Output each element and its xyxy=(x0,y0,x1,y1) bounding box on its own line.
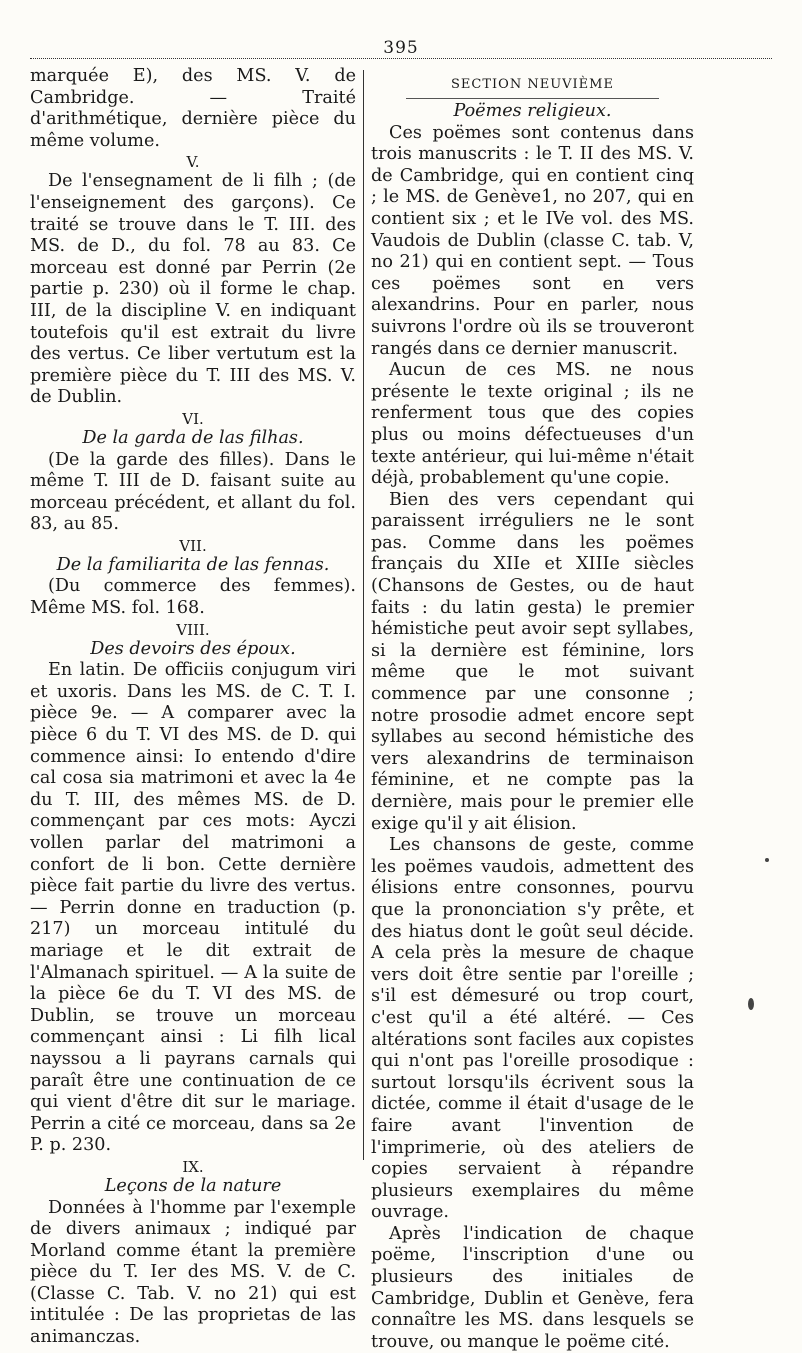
section-numeral: V. xyxy=(186,153,200,172)
ink-speck xyxy=(748,998,754,1010)
section-numeral: IX. xyxy=(182,1157,204,1176)
section-heading: De la garda de las filhas. xyxy=(82,427,304,448)
ink-speck xyxy=(765,858,769,862)
paragraph: Les chansons de geste, comme les poëmes vaudois, admettent des élisions entre consonnes, pourvu que la prononciation s'y prête, et des hiatus dont le goût seul décide. A cela près la mesure de chaque vers doit être sentie par l'oreille ; s'il est démesuré ou trop court, c'est qu'il a été altéré. — Ces altérations sont faciles aux copistes qui n'ont pas l'oreille prosodique : surtout lorsqu'ils écrivent sous la dictée, comme il était d'usage de le faire avant l'invention de l'imprimerie, où des ateliers de copies servaient à répandre plusieurs exemplaires du même ouvrage. xyxy=(371,835,694,1223)
section-title: SECTION NEUVIÈME xyxy=(406,74,659,99)
page-number: 395 xyxy=(383,38,419,58)
page-header xyxy=(30,38,772,59)
section-numeral: VIII. xyxy=(176,620,210,639)
section-heading: De la familiarita de las fennas. xyxy=(56,554,330,575)
paragraph: En latin. De officiis conjugum viri et uxoris. Dans les MS. de C. T. I. pièce 9e. — A comparer avec la pièce 6 du T. VI des MS. de D. qui commence ainsi: Io entendo d'dire cal cosa sia matrimoni et avec la 4e du T. III, des mêmes MS. de D. commençant par ces mots: Ayczi vollen parlar del matrimoni a confort de li bon. Cette dernière pièce fait partie du livre des vertus. — Perrin donne en traduction (p. 217) un morceau intitulé du mariage et le dit extrait de l'Almanach spirituel. — A la suite de la pièce 6e du T. VI des MS. de Dublin, se trouve un morceau commençant ainsi : Li filh lical nayssou a li payrans carnals qui paraît être une continuation de ce qui vient d'être dit sur le mariage. Perrin a cité ce morceau, dans sa 2e P. p. 230. xyxy=(30,660,356,1156)
section-heading: Leçons de la nature xyxy=(104,1175,282,1196)
section-heading: Poëmes religieux. xyxy=(453,101,612,121)
paragraph: De l'ensegnament de li filh ; (de l'enseignement des garçons). Ce traité se trouve dans le T. III. des MS. de D., du fol. 78 au 83. Ce morceau est donné par Perrin (2e partie p. 230) où il forme le chap. III, de la discipline V. en indiquant toutefois qu'il est extrait du livre des vertus. Ce liber vertutum est la première pièce du T. III des MS. V. de Dublin. xyxy=(30,171,356,408)
paragraph: Après l'indication de chaque poëme, l'inscription d'une ou plusieurs des initiales de Cambridge, Dublin et Genève, fera connaître les MS. dans lesquels se trouve, ou manque le poëme cité. xyxy=(371,1223,694,1352)
paragraph: Aucun de ces MS. ne nous présente le texte original ; ils ne renferment tous que des copies plus ou moins défectueuses d'un texte antérieur, qui lui-même n'était déjà, probablement qu'une copie. xyxy=(371,360,694,489)
paragraph: Bien des vers cependant qui paraissent irréguliers ne le sont pas. Comme dans les poëmes français du XIIe et XIIIe siècles (Chansons de Gestes, ou de haut faits : du latin gesta) le premier hémistiche peut avoir sept syllabes, si la dernière est féminine, lors même que le mot suivant commence par une consonne ; notre prosodie admet encore sept syllabes au second hémistiche des vers alexandrins de terminaison féminine, et ne compte pas la dernière, mais pour le premier elle exige qu'il y ait élision. xyxy=(371,489,694,834)
section-numeral: VI. xyxy=(182,409,204,428)
section-heading: Des devoirs des époux. xyxy=(90,638,296,659)
paragraph: Données à l'homme par l'exemple de divers animaux ; indiqué par Morland comme étant la première pièce du T. Ier des MS. V. de C. (Classe C. Tab. V. no 21) qui est intitulée : De las proprietas de las animanczas. xyxy=(30,1197,356,1348)
paragraph: Ces poëmes sont contenus dans trois manuscrits : le T. II des MS. V. de Cambridge, qui en contient cinq ; le MS. de Genève1, no 207, qui en contient six ; et le IVe vol. des MS. Vaudois de Dublin (classe C. tab. V, no 21) qui en contient sept. — Tous ces poëmes sont en vers alexandrins. Pour en parler, nous suivrons l'ordre où ils se trouveront rangés dans ce dernier manuscrit. xyxy=(371,122,694,359)
paragraph: (Du commerce des femmes). Même MS. fol. 168. xyxy=(30,576,356,619)
right-column xyxy=(371,66,694,1353)
paragraph: marquée E), des MS. V. de Cambridge. — Traité d'arithmétique, dernière pièce du même volume. xyxy=(30,66,356,151)
section-numeral: VII. xyxy=(179,536,207,555)
column-divider xyxy=(363,70,364,1160)
left-column xyxy=(30,66,356,1349)
paragraph: (De la garde des filles). Dans le même T. III de D. faisant suite au morceau précédent, et allant du fol. 83, au 85. xyxy=(30,449,356,535)
